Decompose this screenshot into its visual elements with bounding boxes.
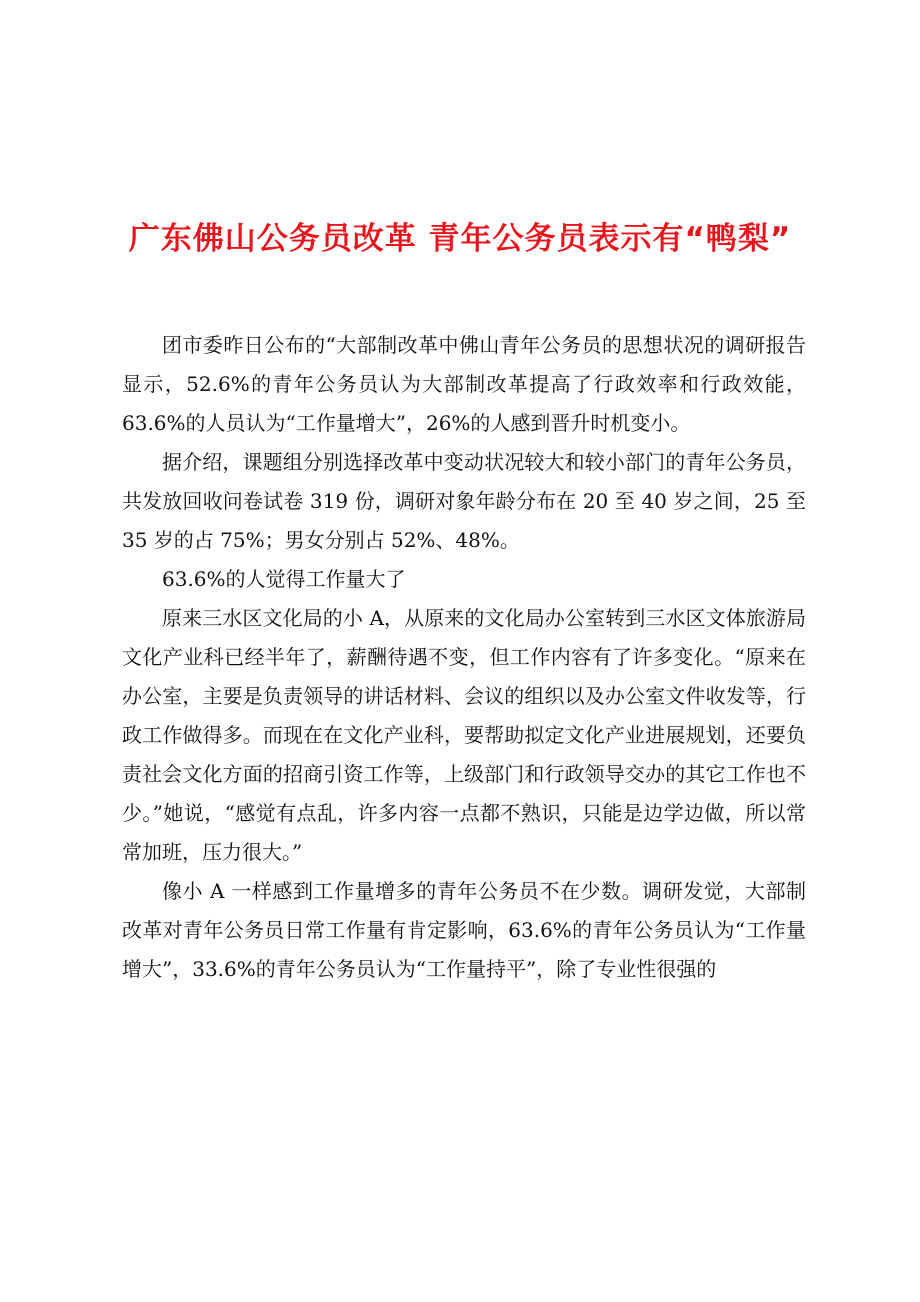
page-title: 广东佛山公务员改革 青年公务员表示有“鸭梨” — [128, 220, 792, 257]
paragraph-1: 团市委昨日公布的“大部制改革中佛山青年公务员的思想状况的调研报告显示，52.6%的青年公务员认为大部制改革提高了行政效率和行政效能，63.6%的人员认为“工作量增大”，26%的人感到晋升时机变小。 — [122, 333, 806, 435]
paragraph-3: 原来三水区文化局的小 A，从原来的文化局办公室转到三水区文体旅游局文化产业科已经半年了，薪酬待遇不变，但工作内容有了许多变化。“原来在办公室，主要是负责领导的讲话材料、会议的组织以及办公室文件收发等，行政工作做得多。而现在在文化产业科，要帮助拟定文化产业进展规划，还要负责社会文化方面的招商引资工作等，上级部门和行政领导交办的其它工作也不少。”她说，“感觉有点乱，许多内容一点都不熟识，只能是边学边做，所以常常加班，压力很大。” — [122, 606, 806, 864]
paragraph-4: 像小 A 一样感到工作量增多的青年公务员不在少数。调研发觉，大部制改革对青年公务员日常工作量有肯定影响，63.6%的青年公务员认为“工作量增大”，33.6%的青年公务员认为“工作量持平”，除了专业性很强的 — [122, 879, 806, 981]
paragraph-2: 据介绍，课题组分别选择改革中变动状况较大和较小部门的青年公务员，共发放回收问卷试卷 319 份，调研对象年龄分布在 20 至 40 岁之间，25 至 35 岁的占 75%；男女分别占 52%、48%。 — [122, 450, 806, 552]
article-body — [122, 326, 806, 989]
section-heading: 63.6%的人觉得工作量大了 — [162, 567, 406, 591]
